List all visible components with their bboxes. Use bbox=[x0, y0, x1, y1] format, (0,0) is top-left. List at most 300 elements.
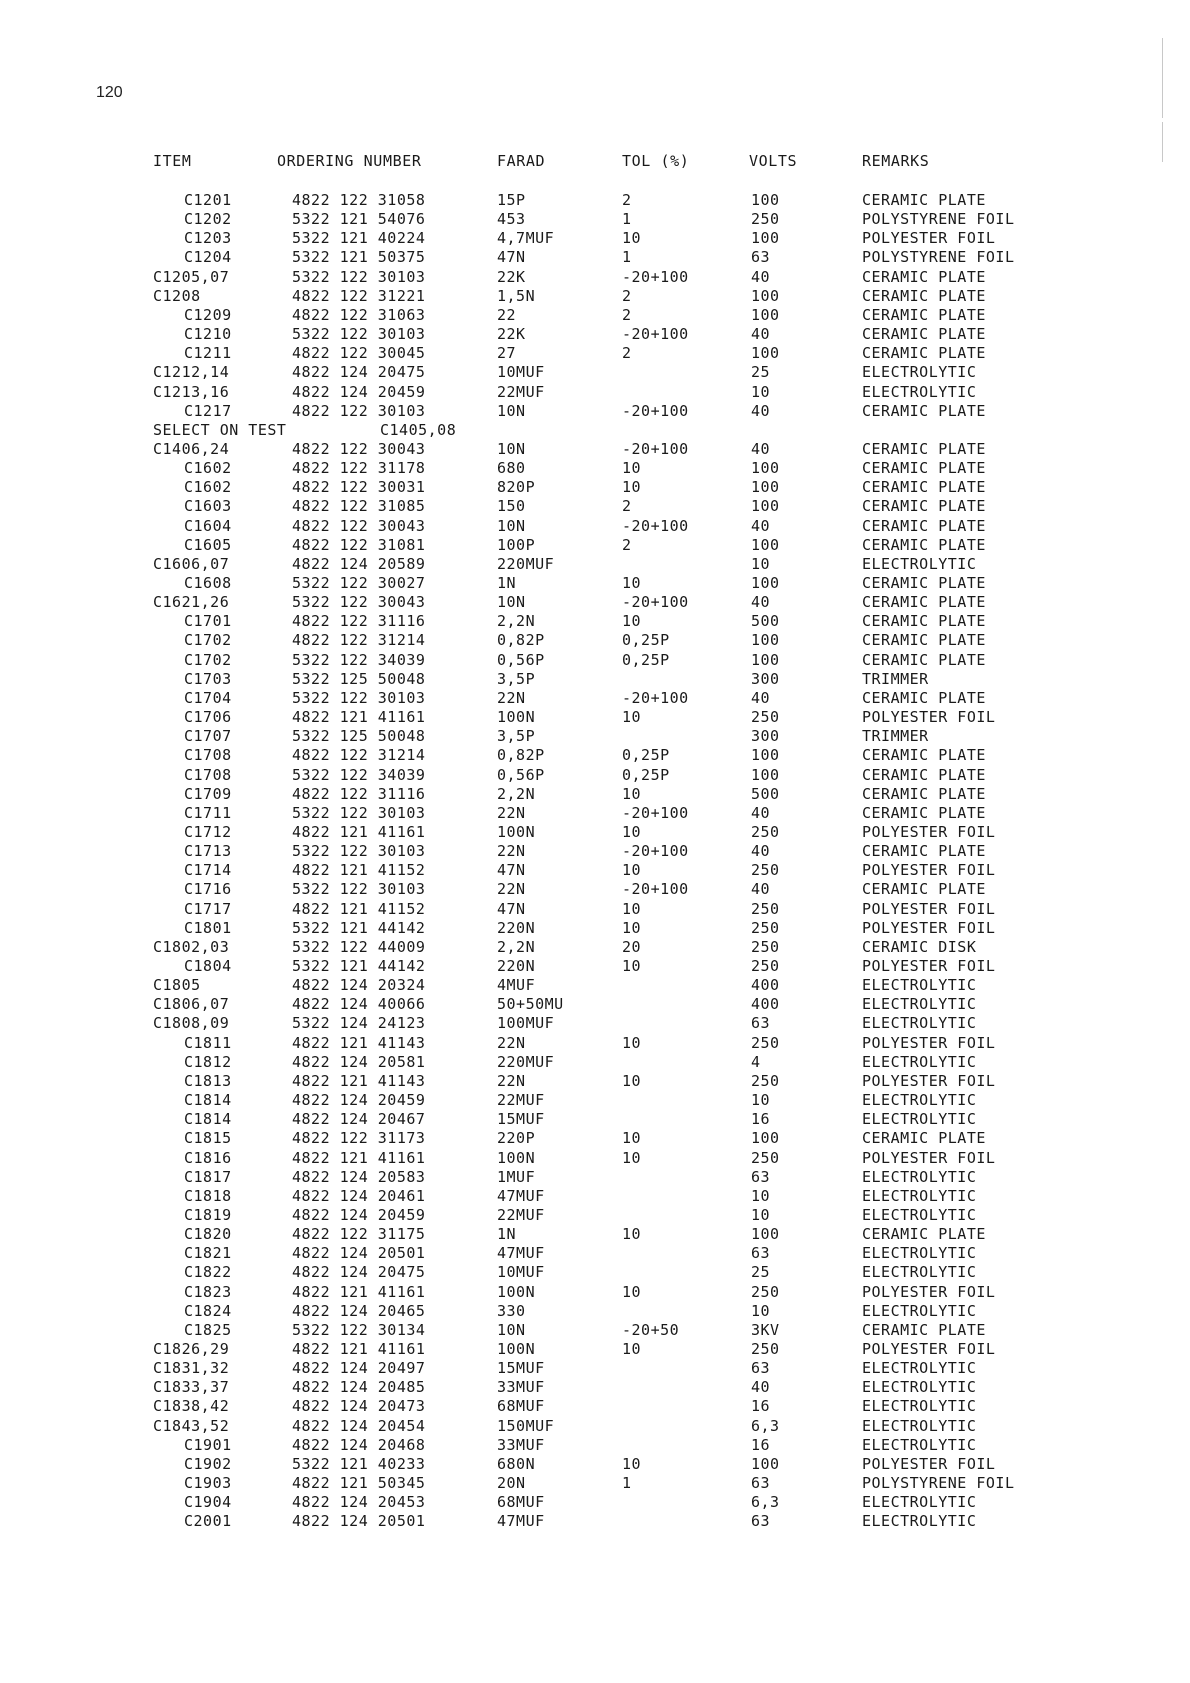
tol-cell: 2 bbox=[622, 287, 632, 305]
table-row bbox=[0, 191, 1190, 210]
volts-cell: 40 bbox=[751, 1378, 771, 1396]
tol-cell: 20 bbox=[622, 938, 642, 956]
ordering-number-cell: 4822 124 20467 bbox=[292, 1110, 426, 1128]
remarks-cell: ELECTROLYTIC bbox=[862, 1244, 977, 1262]
tol-cell: 10 bbox=[622, 229, 642, 247]
volts-cell: 6,3 bbox=[751, 1493, 780, 1511]
table-row bbox=[0, 842, 1190, 861]
volts-cell: 100 bbox=[751, 766, 780, 784]
remarks-cell: CERAMIC PLATE bbox=[862, 1321, 986, 1339]
volts-cell: 250 bbox=[751, 210, 780, 228]
item-cell: C1833,37 bbox=[153, 1378, 230, 1396]
table-row bbox=[0, 344, 1190, 363]
volts-cell: 250 bbox=[751, 919, 780, 937]
ordering-number-cell: 4822 121 41143 bbox=[292, 1072, 426, 1090]
remarks-cell: CERAMIC PLATE bbox=[862, 1225, 986, 1243]
farad-cell: 100N bbox=[497, 1149, 536, 1167]
remarks-cell: TRIMMER bbox=[862, 670, 929, 688]
farad-cell: 100N bbox=[497, 1283, 536, 1301]
ordering-number-cell: 5322 121 54076 bbox=[292, 210, 426, 228]
table-row bbox=[0, 919, 1190, 938]
table-row bbox=[0, 268, 1190, 287]
remarks-cell: CERAMIC PLATE bbox=[862, 536, 986, 554]
remarks-cell: CERAMIC PLATE bbox=[862, 497, 986, 515]
volts-cell: 63 bbox=[751, 248, 771, 266]
remarks-cell: ELECTROLYTIC bbox=[862, 995, 977, 1013]
item-cell: C1209 bbox=[184, 306, 232, 324]
table-row bbox=[0, 1187, 1190, 1206]
item-cell: C1205,07 bbox=[153, 268, 230, 286]
table-row bbox=[0, 1493, 1190, 1512]
volts-cell: 100 bbox=[751, 631, 780, 649]
table-row bbox=[0, 1302, 1190, 1321]
ordering-number-cell: 4822 121 41161 bbox=[292, 1340, 426, 1358]
ordering-number-cell: 5322 122 30103 bbox=[292, 842, 426, 860]
remarks-cell: CERAMIC PLATE bbox=[862, 651, 986, 669]
volts-cell: 100 bbox=[751, 1129, 780, 1147]
item-cell: C1821 bbox=[184, 1244, 232, 1262]
item-cell: C1702 bbox=[184, 651, 232, 669]
farad-cell: 47N bbox=[497, 861, 526, 879]
tol-cell: 2 bbox=[622, 191, 632, 209]
volts-cell: 100 bbox=[751, 459, 780, 477]
volts-cell: 40 bbox=[751, 517, 771, 535]
item-cell: C1203 bbox=[184, 229, 232, 247]
farad-cell: 3,5P bbox=[497, 670, 536, 688]
table-row bbox=[0, 1378, 1190, 1397]
remarks-cell: POLYESTER FOIL bbox=[862, 1034, 996, 1052]
volts-cell: 250 bbox=[751, 1283, 780, 1301]
tol-cell: 10 bbox=[622, 1225, 642, 1243]
tol-cell: -20+100 bbox=[622, 880, 689, 898]
item-cell: C1406,24 bbox=[153, 440, 230, 458]
header-volts: VOLTS bbox=[749, 152, 798, 170]
ordering-number-cell: 4822 122 31058 bbox=[292, 191, 426, 209]
item-cell: C1901 bbox=[184, 1436, 232, 1454]
volts-cell: 3KV bbox=[751, 1321, 780, 1339]
item-cell: C1805 bbox=[153, 976, 201, 994]
remarks-cell: CERAMIC PLATE bbox=[862, 880, 986, 898]
table-row bbox=[0, 1283, 1190, 1302]
item-cell: C1217 bbox=[184, 402, 232, 420]
table-row bbox=[0, 229, 1190, 248]
farad-cell: 680 bbox=[497, 459, 526, 477]
remarks-cell: POLYESTER FOIL bbox=[862, 823, 996, 841]
table-row bbox=[0, 995, 1190, 1014]
farad-cell: 150 bbox=[497, 497, 526, 515]
ordering-number-cell: 4822 124 20324 bbox=[292, 976, 426, 994]
tol-cell: -20+100 bbox=[622, 268, 689, 286]
tol-cell: 10 bbox=[622, 612, 642, 630]
table-row bbox=[0, 1474, 1190, 1493]
ordering-number-cell: 4822 122 31175 bbox=[292, 1225, 426, 1243]
volts-cell: 10 bbox=[751, 383, 771, 401]
table-header bbox=[0, 152, 1190, 171]
volts-cell: 250 bbox=[751, 957, 780, 975]
ordering-number-cell: 4822 124 20581 bbox=[292, 1053, 426, 1071]
table-row bbox=[0, 1263, 1190, 1282]
farad-cell: 10N bbox=[497, 593, 526, 611]
farad-cell: 22K bbox=[497, 325, 526, 343]
item-cell: C2001 bbox=[184, 1512, 232, 1530]
farad-cell: 22MUF bbox=[497, 1206, 545, 1224]
tol-cell: 0,25P bbox=[622, 631, 670, 649]
item-cell: C1804 bbox=[184, 957, 232, 975]
farad-cell: 100N bbox=[497, 1340, 536, 1358]
volts-cell: 500 bbox=[751, 785, 780, 803]
remarks-cell: POLYSTYRENE FOIL bbox=[862, 1474, 1015, 1492]
table-row bbox=[0, 651, 1190, 670]
table-row bbox=[0, 1321, 1190, 1340]
volts-cell: 16 bbox=[751, 1436, 771, 1454]
table-row bbox=[0, 306, 1190, 325]
header-item: ITEM bbox=[153, 152, 192, 170]
item-cell: C1709 bbox=[184, 785, 232, 803]
remarks-cell: ELECTROLYTIC bbox=[862, 976, 977, 994]
table-row bbox=[0, 612, 1190, 631]
farad-cell: 22N bbox=[497, 842, 526, 860]
table-row bbox=[0, 459, 1190, 478]
remarks-cell: ELECTROLYTIC bbox=[862, 1302, 977, 1320]
item-cell: C1815 bbox=[184, 1129, 232, 1147]
tol-cell: 1 bbox=[622, 1474, 632, 1492]
remarks-cell: POLYESTER FOIL bbox=[862, 957, 996, 975]
volts-cell: 63 bbox=[751, 1168, 771, 1186]
table-row bbox=[0, 900, 1190, 919]
tol-cell: 10 bbox=[622, 1072, 642, 1090]
ordering-number-cell: 4822 124 20454 bbox=[292, 1417, 426, 1435]
volts-cell: 40 bbox=[751, 268, 771, 286]
volts-cell: 300 bbox=[751, 670, 780, 688]
item-cell: C1604 bbox=[184, 517, 232, 535]
table-row bbox=[0, 804, 1190, 823]
item-cell: C1817 bbox=[184, 1168, 232, 1186]
farad-cell: 15MUF bbox=[497, 1359, 545, 1377]
volts-cell: 40 bbox=[751, 325, 771, 343]
item-cell: C1602 bbox=[184, 478, 232, 496]
remarks-cell: ELECTROLYTIC bbox=[862, 1359, 977, 1377]
remarks-cell: CERAMIC PLATE bbox=[862, 478, 986, 496]
volts-cell: 250 bbox=[751, 900, 780, 918]
item-cell: C1838,42 bbox=[153, 1397, 230, 1415]
farad-cell: 0,82P bbox=[497, 746, 545, 764]
remarks-cell: ELECTROLYTIC bbox=[862, 1378, 977, 1396]
tol-cell: -20+100 bbox=[622, 842, 689, 860]
tol-cell: 0,25P bbox=[622, 766, 670, 784]
scan-edge-mark bbox=[1162, 38, 1163, 118]
ordering-number-cell: 5322 122 30103 bbox=[292, 325, 426, 343]
farad-cell: 330 bbox=[497, 1302, 526, 1320]
ordering-number-cell: 4822 121 41161 bbox=[292, 823, 426, 841]
tol-cell: 10 bbox=[622, 900, 642, 918]
item-cell: C1212,14 bbox=[153, 363, 230, 381]
item-cell: C1802,03 bbox=[153, 938, 230, 956]
item-cell: C1608 bbox=[184, 574, 232, 592]
table-row bbox=[0, 555, 1190, 574]
item-cell: C1831,32 bbox=[153, 1359, 230, 1377]
farad-cell: 22MUF bbox=[497, 383, 545, 401]
table-row bbox=[0, 938, 1190, 957]
table-row bbox=[0, 957, 1190, 976]
ordering-number-cell: 4822 122 31085 bbox=[292, 497, 426, 515]
item-cell: C1716 bbox=[184, 880, 232, 898]
tol-cell: -20+100 bbox=[622, 517, 689, 535]
farad-cell: 33MUF bbox=[497, 1378, 545, 1396]
farad-cell: 27 bbox=[497, 344, 517, 362]
volts-cell: 400 bbox=[751, 995, 780, 1013]
remarks-cell: POLYSTYRENE FOIL bbox=[862, 248, 1015, 266]
tol-cell: 2 bbox=[622, 306, 632, 324]
ordering-number-cell: 5322 122 30043 bbox=[292, 593, 426, 611]
farad-cell: 20N bbox=[497, 1474, 526, 1492]
tol-cell: 10 bbox=[622, 459, 642, 477]
remarks-cell: CERAMIC PLATE bbox=[862, 287, 986, 305]
table-row bbox=[0, 1072, 1190, 1091]
item-cell: C1714 bbox=[184, 861, 232, 879]
ordering-number-cell: 4822 124 20589 bbox=[292, 555, 426, 573]
tol-cell: -20+100 bbox=[622, 689, 689, 707]
ordering-number-cell: 5322 121 40233 bbox=[292, 1455, 426, 1473]
item-cell: C1621,26 bbox=[153, 593, 230, 611]
volts-cell: 63 bbox=[751, 1359, 771, 1377]
remarks-cell: ELECTROLYTIC bbox=[862, 1187, 977, 1205]
table-row bbox=[0, 1110, 1190, 1129]
table-row bbox=[0, 497, 1190, 516]
tol-cell: 10 bbox=[622, 1283, 642, 1301]
volts-cell: 100 bbox=[751, 344, 780, 362]
farad-cell: 22N bbox=[497, 1072, 526, 1090]
tol-cell: 10 bbox=[622, 823, 642, 841]
table-row bbox=[0, 670, 1190, 689]
ordering-number-cell: 5322 125 50048 bbox=[292, 670, 426, 688]
farad-cell: 15P bbox=[497, 191, 526, 209]
volts-cell: 63 bbox=[751, 1474, 771, 1492]
remarks-cell: CERAMIC PLATE bbox=[862, 268, 986, 286]
remarks-cell: CERAMIC PLATE bbox=[862, 612, 986, 630]
remarks-cell: CERAMIC PLATE bbox=[862, 325, 986, 343]
item-cell: C1904 bbox=[184, 1493, 232, 1511]
remarks-cell: POLYESTER FOIL bbox=[862, 708, 996, 726]
ordering-number-cell: 4822 122 31063 bbox=[292, 306, 426, 324]
farad-cell: 47MUF bbox=[497, 1244, 545, 1262]
ordering-number-cell: 4822 124 40066 bbox=[292, 995, 426, 1013]
item-cell: C1824 bbox=[184, 1302, 232, 1320]
volts-cell: 300 bbox=[751, 727, 780, 745]
ordering-number-cell: 4822 122 30103 bbox=[292, 402, 426, 420]
volts-cell: 100 bbox=[751, 746, 780, 764]
farad-cell: 2,2N bbox=[497, 785, 536, 803]
ordering-number-cell: 4822 122 30031 bbox=[292, 478, 426, 496]
volts-cell: 25 bbox=[751, 1263, 771, 1281]
remarks-cell: POLYESTER FOIL bbox=[862, 1283, 996, 1301]
ordering-number-cell: 5322 121 40224 bbox=[292, 229, 426, 247]
farad-cell: 220N bbox=[497, 919, 536, 937]
table-row bbox=[0, 631, 1190, 650]
volts-cell: 4 bbox=[751, 1053, 761, 1071]
ordering-number-cell: 4822 124 20475 bbox=[292, 1263, 426, 1281]
item-cell: C1701 bbox=[184, 612, 232, 630]
farad-cell: 100N bbox=[497, 823, 536, 841]
tol-cell: -20+100 bbox=[622, 593, 689, 611]
item-cell: C1605 bbox=[184, 536, 232, 554]
volts-cell: 400 bbox=[751, 976, 780, 994]
tol-cell: 10 bbox=[622, 785, 642, 803]
table-row bbox=[0, 1014, 1190, 1033]
farad-cell: 220N bbox=[497, 957, 536, 975]
ordering-number-cell: 4822 121 41152 bbox=[292, 861, 426, 879]
item-cell: C1808,09 bbox=[153, 1014, 230, 1032]
ordering-number-cell: 4822 124 20459 bbox=[292, 383, 426, 401]
remarks-cell: CERAMIC PLATE bbox=[862, 517, 986, 535]
tol-cell: 1 bbox=[622, 248, 632, 266]
farad-cell: 150MUF bbox=[497, 1417, 555, 1435]
farad-cell: 100N bbox=[497, 708, 536, 726]
tol-cell: 10 bbox=[622, 1034, 642, 1052]
remarks-cell: TRIMMER bbox=[862, 727, 929, 745]
volts-cell: 100 bbox=[751, 478, 780, 496]
volts-cell: 40 bbox=[751, 593, 771, 611]
farad-cell: 680N bbox=[497, 1455, 536, 1473]
ordering-number-cell: 5322 122 34039 bbox=[292, 766, 426, 784]
volts-cell: 100 bbox=[751, 191, 780, 209]
farad-cell: 68MUF bbox=[497, 1493, 545, 1511]
tol-cell: 10 bbox=[622, 1129, 642, 1147]
farad-cell: 22MUF bbox=[497, 1091, 545, 1109]
tol-cell: 10 bbox=[622, 861, 642, 879]
remarks-cell: ELECTROLYTIC bbox=[862, 555, 977, 573]
table-row bbox=[0, 746, 1190, 765]
ordering-number-cell: 4822 124 20468 bbox=[292, 1436, 426, 1454]
farad-cell: 1,5N bbox=[497, 287, 536, 305]
volts-cell: 250 bbox=[751, 1034, 780, 1052]
ordering-number-cell: 5322 122 34039 bbox=[292, 651, 426, 669]
item-cell: C1903 bbox=[184, 1474, 232, 1492]
table-row bbox=[0, 1512, 1190, 1531]
farad-cell: 2,2N bbox=[497, 612, 536, 630]
table-row bbox=[0, 1436, 1190, 1455]
volts-cell: 500 bbox=[751, 612, 780, 630]
table-row bbox=[0, 880, 1190, 899]
farad-cell: 1N bbox=[497, 574, 517, 592]
tol-cell: -20+100 bbox=[622, 402, 689, 420]
remarks-cell: POLYESTER FOIL bbox=[862, 861, 996, 879]
remarks-cell: ELECTROLYTIC bbox=[862, 1053, 977, 1071]
table-row bbox=[0, 210, 1190, 229]
ordering-number-cell: C1405,08 bbox=[380, 421, 457, 439]
remarks-cell: CERAMIC PLATE bbox=[862, 689, 986, 707]
ordering-number-cell: 4822 124 20485 bbox=[292, 1378, 426, 1396]
item-cell: C1208 bbox=[153, 287, 201, 305]
volts-cell: 250 bbox=[751, 938, 780, 956]
tol-cell: 10 bbox=[622, 919, 642, 937]
ordering-number-cell: 4822 124 20475 bbox=[292, 363, 426, 381]
volts-cell: 100 bbox=[751, 574, 780, 592]
farad-cell: 220P bbox=[497, 1129, 536, 1147]
volts-cell: 100 bbox=[751, 1225, 780, 1243]
remarks-cell: POLYESTER FOIL bbox=[862, 900, 996, 918]
page-number: 120 bbox=[96, 84, 123, 101]
ordering-number-cell: 4822 124 20453 bbox=[292, 1493, 426, 1511]
item-cell: C1825 bbox=[184, 1321, 232, 1339]
tol-cell: 10 bbox=[622, 574, 642, 592]
remarks-cell: ELECTROLYTIC bbox=[862, 1110, 977, 1128]
ordering-number-cell: 4822 122 31221 bbox=[292, 287, 426, 305]
ordering-number-cell: 4822 121 41161 bbox=[292, 1283, 426, 1301]
volts-cell: 10 bbox=[751, 1302, 771, 1320]
remarks-cell: POLYESTER FOIL bbox=[862, 1455, 996, 1473]
remarks-cell: POLYESTER FOIL bbox=[862, 229, 996, 247]
ordering-number-cell: 5322 121 50375 bbox=[292, 248, 426, 266]
item-cell: C1706 bbox=[184, 708, 232, 726]
item-cell: C1820 bbox=[184, 1225, 232, 1243]
remarks-cell: CERAMIC PLATE bbox=[862, 440, 986, 458]
volts-cell: 250 bbox=[751, 1149, 780, 1167]
table-row bbox=[0, 287, 1190, 306]
ordering-number-cell: 4822 122 31178 bbox=[292, 459, 426, 477]
ordering-number-cell: 4822 121 41143 bbox=[292, 1034, 426, 1052]
volts-cell: 10 bbox=[751, 1091, 771, 1109]
volts-cell: 250 bbox=[751, 1072, 780, 1090]
ordering-number-cell: 4822 124 20501 bbox=[292, 1512, 426, 1530]
farad-cell: 220MUF bbox=[497, 555, 555, 573]
farad-cell: 453 bbox=[497, 210, 526, 228]
ordering-number-cell: 5322 124 24123 bbox=[292, 1014, 426, 1032]
ordering-number-cell: 4822 122 31081 bbox=[292, 536, 426, 554]
item-cell: C1204 bbox=[184, 248, 232, 266]
ordering-number-cell: 5322 125 50048 bbox=[292, 727, 426, 745]
item-cell: C1606,07 bbox=[153, 555, 230, 573]
ordering-number-cell: 4822 124 20465 bbox=[292, 1302, 426, 1320]
farad-cell: 10MUF bbox=[497, 1263, 545, 1281]
volts-cell: 100 bbox=[751, 651, 780, 669]
remarks-cell: POLYESTER FOIL bbox=[862, 1340, 996, 1358]
volts-cell: 10 bbox=[751, 555, 771, 573]
remarks-cell: ELECTROLYTIC bbox=[862, 1512, 977, 1530]
ordering-number-cell: 4822 124 20461 bbox=[292, 1187, 426, 1205]
item-cell: C1213,16 bbox=[153, 383, 230, 401]
volts-cell: 100 bbox=[751, 536, 780, 554]
item-cell: C1708 bbox=[184, 766, 232, 784]
item-cell: C1202 bbox=[184, 210, 232, 228]
farad-cell: 22 bbox=[497, 306, 517, 324]
remarks-cell: CERAMIC PLATE bbox=[862, 766, 986, 784]
ordering-number-cell: 4822 124 20583 bbox=[292, 1168, 426, 1186]
table-row bbox=[0, 574, 1190, 593]
remarks-cell: ELECTROLYTIC bbox=[862, 1493, 977, 1511]
farad-cell: 220MUF bbox=[497, 1053, 555, 1071]
item-cell: C1211 bbox=[184, 344, 232, 362]
table-row bbox=[0, 976, 1190, 995]
table-row bbox=[0, 766, 1190, 785]
farad-cell: 68MUF bbox=[497, 1397, 545, 1415]
table-row bbox=[0, 593, 1190, 612]
farad-cell: 820P bbox=[497, 478, 536, 496]
volts-cell: 10 bbox=[751, 1187, 771, 1205]
item-cell: C1602 bbox=[184, 459, 232, 477]
farad-cell: 22N bbox=[497, 1034, 526, 1052]
farad-cell: 4MUF bbox=[497, 976, 536, 994]
ordering-number-cell: 4822 124 20497 bbox=[292, 1359, 426, 1377]
farad-cell: 22N bbox=[497, 689, 526, 707]
volts-cell: 100 bbox=[751, 287, 780, 305]
remarks-cell: CERAMIC PLATE bbox=[862, 459, 986, 477]
table-row bbox=[0, 1340, 1190, 1359]
volts-cell: 16 bbox=[751, 1110, 771, 1128]
tol-cell: 10 bbox=[622, 478, 642, 496]
farad-cell: 22K bbox=[497, 268, 526, 286]
item-cell: C1843,52 bbox=[153, 1417, 230, 1435]
farad-cell: 100P bbox=[497, 536, 536, 554]
